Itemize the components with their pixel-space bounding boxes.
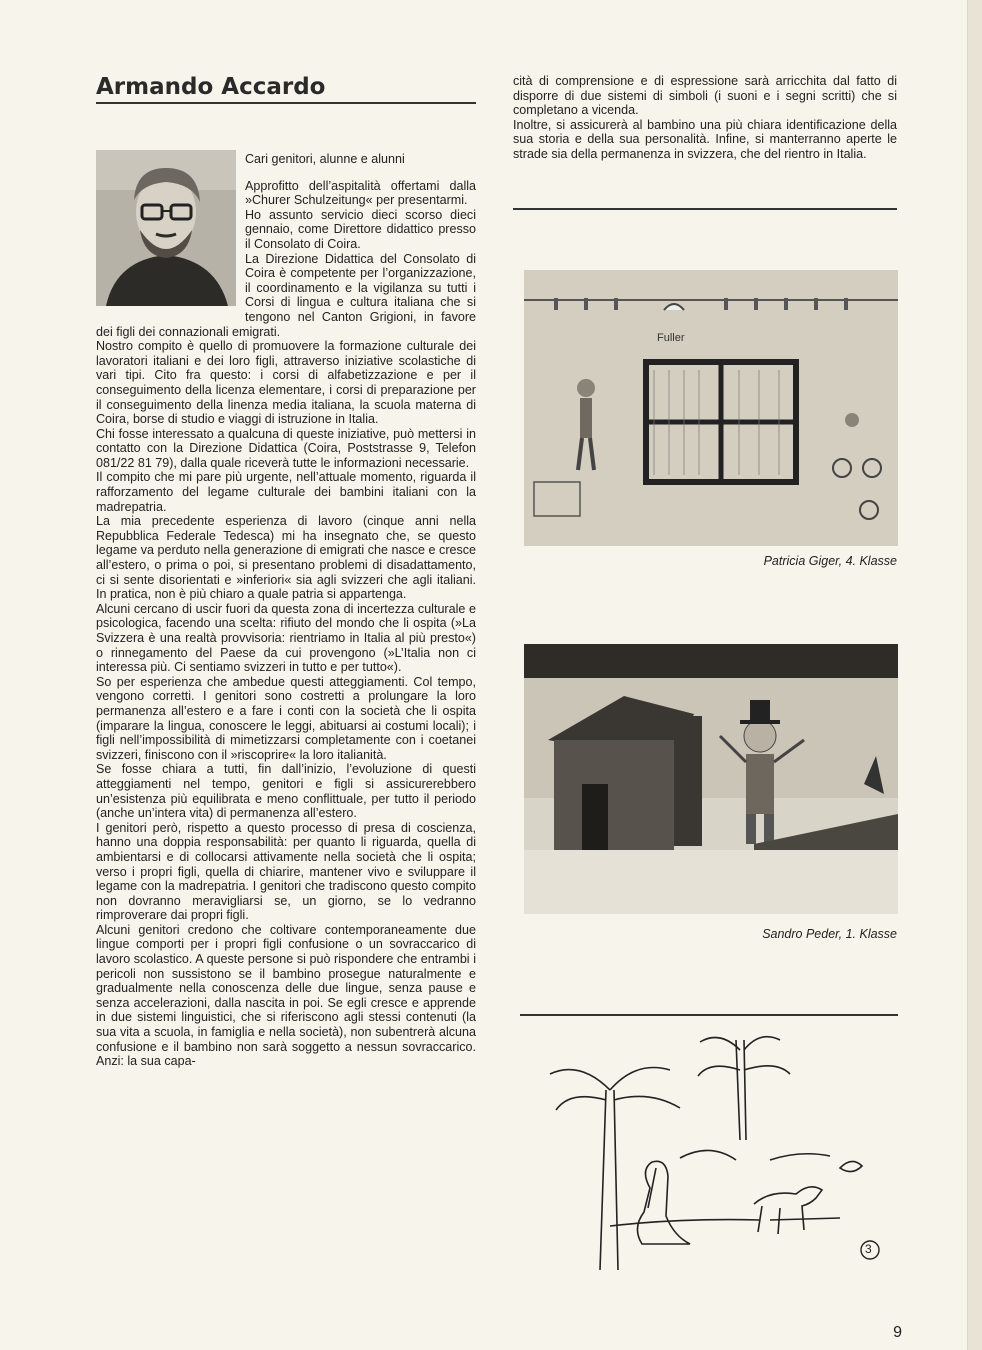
article-body-right xyxy=(513,74,897,162)
paragraph-3: La Direzione Didattica del Consolato di Coira è competente per l’organizzazione, il coordinamento e la vigilanza su tutti i Corsi di lingua e cultura italiana che si tengono nel Canton Grigioni, in favore dei figli dei connazionali emigrati. xyxy=(96,251,476,339)
paragraph-7: La mia precedente esperienza di lavoro (cinque anni nella Repubblica Federale Tedesca) mi ha insegnato che, se questo legame va perduto nella generazione di emigrati che nasce e cresce all’estero, o prima o poi, si presentano problemi di disadattamento, ci si sente disorientati e »inferiori« sia agli svizzeri che agli italiani. In pratica, non è più chiaro a quale patria si appartenga. xyxy=(96,514,476,602)
page-number: 9 xyxy=(893,1324,902,1341)
continuation-1: cità di comprensione e di espressione sarà arricchita dal fatto di disporre di due sistemi di simboli (i suoni e i segni scritti) che si completano a vicenda. xyxy=(513,74,897,118)
title-rule xyxy=(96,102,476,104)
line-drawing-girl-dog xyxy=(540,1030,900,1270)
paragraph-8: Alcuni cercano di uscir fuori da questa zona di incertezza culturale e psicologica, facendo una scelta: rifiuto del mondo che li ospita (»La Svizzera è una realtà provvisoria: rientriamo in Italia al più presto«) o rinnegamento del Paese da cui provengono (»L’Italia non ci interessa più. Ci sentiamo svizzeri in tutto e per tutto«). xyxy=(96,601,476,675)
article-title: Armando Accardo xyxy=(96,74,326,100)
paragraph-2: Ho assunto servicio dieci scorso dieci gennaio, come Direttore didattico presso il Consolato di Coira. xyxy=(245,207,476,251)
paragraph-9: So per esperienza che ambedue questi atteggiamenti. Col tempo, vengono corretti. I genitori sono costretti a prolungare la loro permanenza all’estero e a fare i conti con la società che li ospita (imparare la lingua, conoscere le leggi, abituarsi ai costumi locali); i figli nell’impossibilità di mimetizzarsi completamente con i coetanei svizzeri, finiscono con il »riscoprire« la loro italianità. xyxy=(96,674,476,762)
paragraph-6: Il compito che mi pare più urgente, nell’attuale momento, riguarda il rafforzamento del legame culturale dei bambini italiani con la madrepatria. xyxy=(96,470,476,514)
drawing-label: Fuller xyxy=(657,332,685,344)
article-body-left xyxy=(96,150,476,1069)
paragraph-10: Se fosse chiara a tutti, fin dall’inizio, l’evoluzione di questi atteggiamenti nel tempo, genitori e figli si assicurerebbero un’esistenza più equilibrata e meno conflittuale, per tutto il periodo (anche un’intera vita) di permanenza all’estero. xyxy=(96,762,476,821)
paragraph-5: Chi fosse interessato a qualcuna di queste iniziative, può mettersi in contatto con la Direzione Didattica (Coira, Poststrasse 9, Telefon 081/22 81 79), dalla quale riceverà tutte le informazioni necessarie. xyxy=(96,426,476,470)
paragraph-12: Alcuni genitori credono che coltivare contemporaneamente due lingue comporti per i propri figli confusione o un sovraccarico di lavoro scolastico. A queste persone si può rispondere che entrambi i pericoli non sussistono se il bambino prosegue naturalmente e gradualmente nella conoscenza delle due lingue, senza pause e senza accelerazioni, dalla nascita in poi. Se egli cresce e apprende in due sistemi linguistici, che si riferiscono agli stessi contenuti (la sua vita a scuola, in famiglia e nella società), non subentrerà alcuna confusione e il bambino non sarà soggetto a nessun sovraccarico. Anzi: la sua capa- xyxy=(96,922,476,1069)
drawing-window-icon xyxy=(524,270,898,546)
paragraph-1: Approfitto dell’aspitalità offertami dalla »Churer Schulzeitung« per presentarmi. xyxy=(245,178,476,208)
child-drawing-patricia xyxy=(524,270,898,546)
page-edge xyxy=(967,0,982,1350)
caption-sandro: Sandro Peder, 1. Klasse xyxy=(762,927,897,941)
child-drawing-sandro xyxy=(524,644,898,914)
right-rule-2 xyxy=(520,1014,898,1016)
drawing-badge: 3 xyxy=(865,1242,872,1256)
greeting: Cari genitori, alunne e alunni xyxy=(245,152,405,166)
drawing-house-icon xyxy=(524,644,898,914)
paragraph-11: I genitori però, rispetto a questo processo di presa di coscienza, hanno una doppia responsabilità: per quanto li riguarda, quella di ambientarsi e di collocarsi attivamente nella società che li ospita; verso i propri figli, quella di chiarire, mantener vivo e sviluppare il legame con la madrepatria. I genitori che tradiscono questo compito non dovranno meravigliarsi se, un giorno, se lo vedranno rimproverare dai propri figli. xyxy=(96,820,476,923)
caption-patricia: Patricia Giger, 4. Klasse xyxy=(763,554,897,568)
tree-girl-dog-icon xyxy=(540,1030,900,1270)
continuation-2: Inoltre, si assicurerà al bambino una più chiara identificazione della sua storia e della sua personalità. Infine, si manterranno aperte le strade sia della permanenza in svizzera, che del rientro in Italia. xyxy=(513,117,897,161)
right-rule-1 xyxy=(513,208,897,210)
author-photo xyxy=(96,150,236,306)
author-portrait-icon xyxy=(96,150,236,306)
paragraph-4: Nostro compito è quello di promuovere la formazione culturale dei lavoratori italiani e dei loro figli, attraverso iniziative scolastiche di vari tipi. Cito fra questo: i corsi di alfabetizzazione e per il conseguimento della licenza elementare, i corsi di preparazione per il conseguimento della linenza media italiana, la scuola materna di Coira, borse di studio e viaggi di istruzione in Italia. xyxy=(96,339,476,427)
